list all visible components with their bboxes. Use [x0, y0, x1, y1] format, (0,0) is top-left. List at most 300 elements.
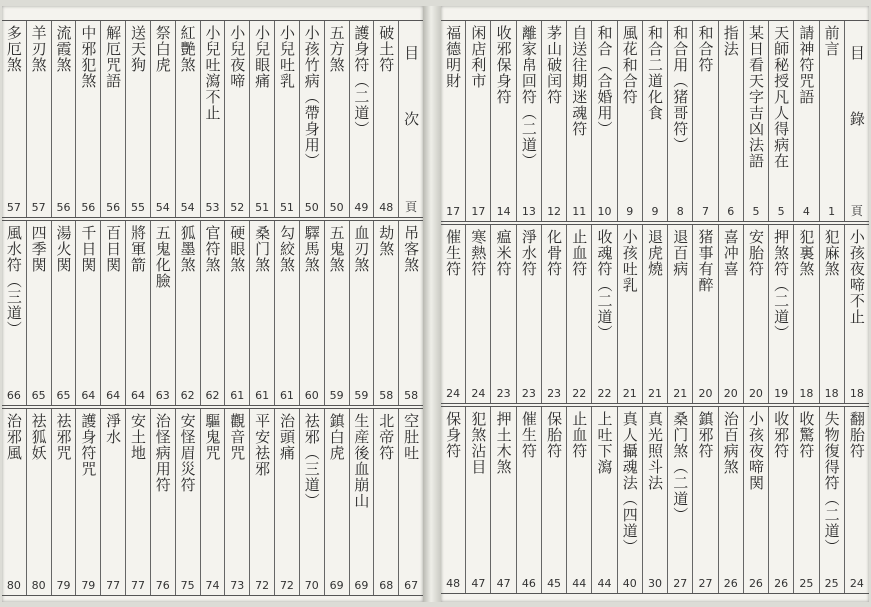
toc-entry-title: 前言 — [822, 25, 841, 57]
toc-entry-page: 77 — [130, 579, 145, 592]
toc-entry-title: 鎮白虎 — [327, 413, 346, 461]
toc-entry — [224, 221, 249, 405]
toc-entry-page: 22 — [572, 387, 587, 400]
toc-entry-title: 血刃煞 — [352, 225, 371, 273]
toc-entry — [200, 409, 225, 595]
toc-entry-title: 勾絞煞 — [277, 225, 296, 273]
toc-entry — [75, 21, 100, 217]
toc-entry — [617, 21, 642, 221]
toc-entry-page: 6 — [727, 205, 735, 218]
toc-entry-title: 風花和合符 — [620, 25, 639, 105]
toc-entry — [100, 409, 125, 595]
toc-entry — [642, 407, 667, 593]
toc-band — [441, 406, 869, 594]
toc-entry-page: 55 — [130, 201, 145, 214]
toc-entry — [224, 409, 249, 595]
toc-entry-title: 四季関 — [29, 225, 48, 273]
toc-entry-page: 56 — [106, 201, 121, 214]
toc-entry-title: 祛邪咒 — [54, 413, 73, 461]
toc-entry-title: 淨水符 — [519, 229, 538, 277]
toc-entry — [26, 221, 51, 405]
toc-entry-page: 13 — [521, 205, 536, 218]
toc-entry — [441, 407, 465, 593]
toc-entry — [591, 407, 616, 593]
toc-entry-page: 22 — [597, 387, 612, 400]
toc-entry-title: 失物復得符（二道） — [822, 411, 841, 555]
toc-entry — [398, 221, 423, 405]
toc-entry-page: 9 — [626, 205, 634, 218]
toc-entry-page: 58 — [404, 389, 419, 402]
toc-entry-page: 73 — [230, 579, 245, 592]
toc-entry-title: 請神符咒語 — [797, 25, 816, 105]
toc-entry-title: 犯麻煞 — [822, 229, 841, 277]
toc-entry-title: 解厄咒語 — [104, 25, 123, 89]
toc-entry — [51, 221, 76, 405]
toc-entry — [125, 21, 150, 217]
toc-entry-page: 23 — [521, 387, 536, 400]
toc-entry — [324, 221, 349, 405]
toc-entry-title: 吊客煞 — [402, 225, 421, 273]
toc-entry — [465, 225, 490, 403]
toc-entry-page: 69 — [329, 579, 344, 592]
toc-entry — [566, 21, 591, 221]
toc-entry-page: 57 — [6, 201, 21, 214]
toc-entry-title: 風水符（三道） — [4, 225, 23, 337]
toc-entry-title: 指法 — [721, 25, 740, 57]
toc-entry — [566, 225, 591, 403]
toc-band — [2, 220, 423, 406]
toc-entry-page: 56 — [56, 201, 71, 214]
toc-entry-page: 24 — [471, 387, 486, 400]
toc-entry-page: 21 — [622, 387, 637, 400]
toc-entry — [591, 21, 616, 221]
toc-entry-page: 54 — [180, 201, 195, 214]
toc-entry-title: 觀音咒 — [228, 413, 247, 461]
toc-entry-page: 80 — [31, 579, 46, 592]
toc-entry-title: 祭白虎 — [153, 25, 172, 73]
toc-entry-title: 生産後血崩山 — [352, 413, 371, 509]
toc-entry — [200, 21, 225, 217]
toc-entry — [373, 409, 398, 595]
toc-entry-page: 24 — [849, 577, 864, 590]
toc-entry-page: 72 — [279, 579, 294, 592]
toc-entry-title: 北帝符 — [377, 413, 396, 461]
toc-entry-page: 64 — [81, 389, 96, 402]
toc-entry-page: 19 — [774, 387, 789, 400]
toc-entry — [274, 21, 299, 217]
toc-entry-page: 10 — [597, 205, 612, 218]
toc-entry-page: 17 — [446, 205, 461, 218]
toc-entry-page: 27 — [698, 577, 713, 590]
toc-entry-title: 離家帛回符（二道） — [519, 25, 538, 169]
toc-band — [2, 20, 423, 218]
toc-entry-page: 18 — [799, 387, 814, 400]
toc-entry-title: 紅艷煞 — [178, 25, 197, 73]
toc-entry-page: 20 — [748, 387, 763, 400]
toc-entry-title: 押煞符（二道） — [772, 229, 791, 341]
toc-entry-page: 79 — [81, 579, 96, 592]
toc-entry-title: 闲店利市 — [469, 25, 488, 89]
toc-entry — [667, 225, 692, 403]
toc-entry — [617, 407, 642, 593]
toc-entry-page: 51 — [279, 201, 294, 214]
toc-heading: 目 錄 — [847, 45, 866, 144]
toc-entry-title: 劫煞 — [377, 225, 396, 257]
toc-entry-page: 26 — [723, 577, 738, 590]
toc-entry — [768, 225, 793, 403]
toc-entry-title: 祛邪（三道） — [302, 413, 321, 509]
toc-entry — [667, 21, 692, 221]
toc-entry-title: 多厄煞 — [4, 25, 23, 73]
toc-entry — [51, 21, 76, 217]
toc-band — [441, 20, 869, 222]
toc-entry-title: 和合二道化食 — [646, 25, 664, 121]
toc-entry-title: 官符煞 — [203, 225, 222, 273]
toc-entry — [75, 409, 100, 595]
toc-entry-title: 護身符（二道） — [352, 25, 371, 137]
toc-entry-title: 退虎燒 — [646, 229, 664, 277]
toc-entry-page: 64 — [130, 389, 145, 402]
toc-entry-page: 51 — [255, 201, 270, 214]
toc-entry — [743, 407, 768, 593]
toc-entry-page: 48 — [446, 577, 461, 590]
toc-entry-title: 收邪符 — [772, 411, 791, 459]
toc-entry-title: 上吐下瀉 — [595, 411, 614, 475]
toc-entry — [667, 407, 692, 593]
toc-entry-page: 58 — [379, 389, 394, 402]
toc-entry-title: 硬眼煞 — [228, 225, 247, 273]
toc-entry — [299, 21, 324, 217]
toc-entry-title: 治百病煞 — [721, 411, 740, 475]
toc-entry-title: 狐墨煞 — [178, 225, 197, 273]
toc-entry-page: 60 — [304, 389, 319, 402]
toc-entry-page: 77 — [106, 579, 121, 592]
toc-entry — [516, 407, 541, 593]
toc-entry-page: 18 — [849, 387, 864, 400]
toc-entry-page: 45 — [547, 577, 562, 590]
toc-entry-title: 空肚吐 — [402, 413, 421, 461]
toc-entry-page: 17 — [471, 205, 486, 218]
toc-entry-title: 小孩夜啼不止 — [847, 229, 866, 325]
toc-entry-title: 小孩吐乳 — [620, 229, 639, 293]
toc-entry-page: 61 — [230, 389, 245, 402]
toc-entry-page: 4 — [802, 205, 810, 218]
toc-entry-page: 5 — [752, 205, 760, 218]
toc-entry — [692, 225, 717, 403]
toc-entry — [516, 21, 541, 221]
toc-entry-page: 5 — [777, 205, 785, 218]
toc-entry-page: 57 — [31, 201, 46, 214]
toc-entry-page: 46 — [521, 577, 536, 590]
toc-header-column — [398, 21, 423, 217]
toc-entry-page: 8 — [676, 205, 684, 218]
toc-entry-title: 寒熱符 — [469, 229, 488, 277]
toc-entry-title: 治頭痛 — [277, 413, 296, 461]
toc-entry-title: 化骨符 — [545, 229, 564, 277]
toc-entry — [373, 21, 398, 217]
toc-entry-page: 54 — [155, 201, 170, 214]
toc-entry — [2, 21, 26, 217]
toc-entry-page: 61 — [279, 389, 294, 402]
right-page — [441, 6, 869, 602]
toc-entry-page: 18 — [824, 387, 839, 400]
toc-entry — [75, 221, 100, 405]
toc-entry-title: 淨水 — [104, 413, 123, 445]
toc-entry — [490, 407, 515, 593]
toc-entry-title: 鎮邪符 — [696, 411, 715, 459]
toc-entry — [844, 407, 869, 593]
toc-entry-title: 小兒眼痛 — [253, 25, 272, 89]
toc-entry — [819, 407, 844, 593]
toc-entry — [100, 221, 125, 405]
toc-entry-title: 收邪保身符 — [494, 25, 513, 105]
toc-entry — [718, 407, 743, 593]
toc-entry-title: 湯火関 — [54, 225, 73, 273]
toc-entry — [642, 21, 667, 221]
toc-entry — [516, 225, 541, 403]
toc-entry-page: 50 — [329, 201, 344, 214]
toc-entry-title: 瘟米符 — [494, 229, 513, 277]
toc-entry-title: 猪事有醉 — [696, 229, 715, 293]
toc-entry — [793, 407, 818, 593]
toc-entry — [2, 221, 26, 405]
toc-entry — [125, 409, 150, 595]
toc-entry — [490, 225, 515, 403]
toc-entry-page: 25 — [824, 577, 839, 590]
toc-entry-title: 退百病 — [671, 229, 690, 277]
toc-entry-title: 小孩夜啼関 — [746, 411, 765, 491]
toc-entry — [441, 21, 465, 221]
toc-entry-page: 65 — [31, 389, 46, 402]
toc-entry-title: 真人攝魂法（四道） — [620, 411, 639, 555]
toc-entry — [51, 409, 76, 595]
toc-entry-title: 桑门煞 — [253, 225, 272, 273]
toc-entry-title: 羊刃煞 — [29, 25, 48, 73]
toc-entry-page: 50 — [304, 201, 319, 214]
toc-entry-page: 23 — [547, 387, 562, 400]
toc-entry-title: 千日関 — [79, 225, 98, 273]
toc-entry — [26, 21, 51, 217]
toc-entry-page: 56 — [81, 201, 96, 214]
toc-entry — [324, 21, 349, 217]
toc-entry — [743, 21, 768, 221]
toc-entry-page: 49 — [354, 201, 369, 214]
toc-entry-page: 40 — [622, 577, 637, 590]
toc-entry — [692, 21, 717, 221]
toc-entry-title: 止血符 — [570, 411, 589, 459]
toc-entry-title: 中邪犯煞 — [79, 25, 98, 89]
toc-entry-title: 百日関 — [104, 225, 123, 273]
toc-entry-title: 犯裏煞 — [797, 229, 816, 277]
toc-entry — [274, 409, 299, 595]
toc-entry-title: 喜冲喜 — [721, 229, 740, 277]
toc-entry-title: 驛馬煞 — [302, 225, 321, 273]
toc-entry-title: 流霞煞 — [54, 25, 73, 73]
toc-entry-title: 福德明財 — [444, 25, 463, 89]
toc-entry — [175, 21, 200, 217]
toc-entry-title: 祛狐妖 — [29, 413, 48, 461]
toc-entry-title: 治邪風 — [4, 413, 23, 461]
toc-entry — [349, 221, 374, 405]
toc-entry-page: 47 — [496, 577, 511, 590]
toc-entry — [793, 21, 818, 221]
toc-entry-title: 和合符 — [696, 25, 715, 73]
toc-entry-title: 保胎符 — [545, 411, 564, 459]
left-page — [2, 6, 423, 602]
toc-entry — [299, 409, 324, 595]
toc-entry-title: 止血符 — [570, 229, 589, 277]
toc-entry-title: 五鬼煞 — [327, 225, 346, 273]
toc-entry — [349, 21, 374, 217]
toc-entry — [566, 407, 591, 593]
toc-header-column — [844, 21, 869, 221]
toc-entry-page: 12 — [547, 205, 562, 218]
toc-entry — [718, 21, 743, 221]
toc-entry-page: 9 — [651, 205, 659, 218]
toc-entry-page: 44 — [597, 577, 612, 590]
toc-entry-title: 押土木煞 — [494, 411, 513, 475]
toc-entry-title: 桑门煞（二道） — [671, 411, 690, 523]
toc-entry-title: 和合用（猪哥符） — [671, 25, 690, 153]
toc-entry-title: 五方煞 — [327, 25, 346, 73]
toc-entry-title: 護身符咒 — [79, 413, 98, 477]
toc-entry-page: 53 — [205, 201, 220, 214]
toc-entry-page: 26 — [774, 577, 789, 590]
toc-entry-page: 76 — [155, 579, 170, 592]
toc-entry-title: 收魂符（二道） — [595, 229, 614, 341]
toc-entry-title: 小兒吐瀉不止 — [203, 25, 222, 121]
toc-entry-page: 48 — [379, 201, 394, 214]
toc-entry — [441, 225, 465, 403]
toc-entry-title: 小兒吐乳 — [277, 25, 296, 89]
toc-entry-page: 59 — [329, 389, 344, 402]
toc-entry-title: 翻胎符 — [847, 411, 866, 459]
toc-entry-page: 65 — [56, 389, 71, 402]
toc-entry — [465, 21, 490, 221]
toc-entry-page: 74 — [205, 579, 220, 592]
toc-entry-page: 21 — [648, 387, 662, 400]
toc-entry-title: 催生符 — [444, 229, 463, 277]
toc-entry — [490, 21, 515, 221]
toc-entry — [249, 409, 274, 595]
toc-entry-page: 30 — [648, 577, 662, 590]
toc-entry-page: 47 — [471, 577, 486, 590]
toc-entry-page: 70 — [304, 579, 319, 592]
toc-entry — [150, 221, 175, 405]
toc-entry-title: 收驚符 — [797, 411, 816, 459]
toc-entry-page: 63 — [155, 389, 170, 402]
toc-entry — [150, 21, 175, 217]
toc-entry-page: 62 — [205, 389, 220, 402]
book-gutter — [423, 6, 441, 602]
toc-entry-title: 安胎符 — [746, 229, 765, 277]
toc-entry — [100, 21, 125, 217]
toc-entry — [819, 21, 844, 221]
toc-entry — [249, 221, 274, 405]
toc-entry — [224, 21, 249, 217]
toc-entry-page: 79 — [56, 579, 71, 592]
toc-entry-title: 小孩竹病（帶身用） — [302, 25, 321, 169]
toc-entry — [617, 225, 642, 403]
toc-entry — [324, 409, 349, 595]
toc-entry-title: 茅山破闰符 — [545, 25, 564, 105]
toc-entry — [398, 409, 423, 595]
page-column-label: 頁 — [405, 200, 418, 214]
toc-entry-page: 27 — [673, 577, 688, 590]
toc-entry — [200, 221, 225, 405]
toc-entry-page: 52 — [230, 201, 245, 214]
toc-entry-title: 破土符 — [377, 25, 396, 73]
toc-entry — [125, 221, 150, 405]
toc-entry-page: 7 — [701, 205, 709, 218]
toc-entry-page: 21 — [673, 387, 688, 400]
toc-entry — [175, 409, 200, 595]
toc-entry-title: 某日看天字吉凶法語 — [746, 25, 765, 169]
toc-entry-title: 保身符 — [444, 411, 463, 459]
toc-entry — [26, 409, 51, 595]
toc-entry — [274, 221, 299, 405]
toc-entry-title: 和合（合婚用） — [595, 25, 614, 137]
toc-entry-title: 五鬼化臉 — [153, 225, 172, 289]
toc-entry-page: 72 — [255, 579, 270, 592]
toc-entry-title: 催生符 — [519, 411, 538, 459]
toc-entry — [718, 225, 743, 403]
toc-band — [441, 224, 869, 404]
toc-entry-page: 44 — [572, 577, 587, 590]
toc-entry — [150, 409, 175, 595]
toc-entry-title: 小兒夜啼 — [228, 25, 247, 89]
toc-entry — [768, 407, 793, 593]
toc-entry-title: 安怪眉災符 — [178, 413, 197, 493]
toc-entry-title: 自送往期迷魂符 — [570, 25, 589, 137]
toc-entry-page: 68 — [379, 579, 394, 592]
toc-entry-title: 驅鬼咒 — [203, 413, 222, 461]
toc-entry — [743, 225, 768, 403]
toc-entry — [175, 221, 200, 405]
toc-entry — [844, 225, 869, 403]
toc-entry-title: 送天狗 — [128, 25, 147, 73]
toc-entry-title: 真光照斗法 — [646, 411, 664, 491]
toc-entry — [373, 221, 398, 405]
toc-entry — [768, 21, 793, 221]
toc-entry-page: 61 — [255, 389, 270, 402]
toc-band — [2, 408, 423, 596]
toc-entry — [692, 407, 717, 593]
toc-entry-page: 14 — [496, 205, 511, 218]
toc-entry-title: 天師秘授凡人得病在 — [772, 25, 791, 169]
toc-entry-page: 11 — [572, 205, 587, 218]
toc-entry-page: 66 — [6, 389, 21, 402]
toc-entry-page: 80 — [6, 579, 21, 592]
page-column-label: 頁 — [850, 204, 863, 218]
toc-entry-page: 20 — [723, 387, 738, 400]
toc-entry-page: 26 — [748, 577, 763, 590]
toc-entry — [349, 409, 374, 595]
toc-entry — [541, 407, 566, 593]
toc-entry — [541, 21, 566, 221]
toc-entry-page: 75 — [180, 579, 195, 592]
toc-entry-title: 平安祛邪 — [253, 413, 272, 477]
toc-entry-title: 犯煞沾目 — [469, 411, 488, 475]
toc-heading: 目 次 — [402, 45, 421, 144]
toc-entry-page: 69 — [354, 579, 369, 592]
toc-entry-page: 62 — [180, 389, 195, 402]
toc-entry — [793, 225, 818, 403]
toc-entry-title: 安土地 — [128, 413, 147, 461]
toc-entry — [541, 225, 566, 403]
toc-entry — [819, 225, 844, 403]
toc-entry-page: 59 — [354, 389, 369, 402]
